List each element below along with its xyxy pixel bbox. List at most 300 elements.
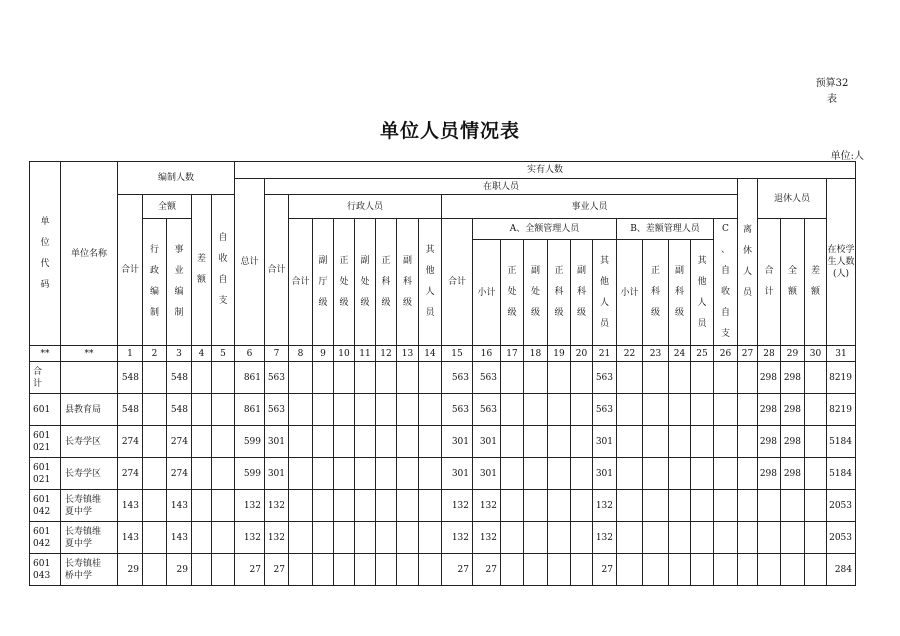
column-index-cell: 5 <box>212 346 235 362</box>
header-lixiu-text: 离 休 人 员 <box>742 225 752 298</box>
header-xz-zhengchu <box>334 219 355 346</box>
value-cell-col-11 <box>355 362 376 394</box>
value-cell-col-7: 301 <box>265 426 289 458</box>
value-cell-col-30 <box>805 458 827 490</box>
value-cell-col-28: 298 <box>758 458 781 490</box>
value-cell-col-4 <box>192 490 212 522</box>
header-a-fuke-text: 副 科 级 <box>576 266 586 318</box>
value-cell-col-5 <box>212 362 235 394</box>
value-cell-col-8 <box>289 522 313 554</box>
value-cell-col-24 <box>669 490 691 522</box>
unit-name-cell: 长寿镇桂 桥中学 <box>61 554 118 586</box>
column-index-cell: 27 <box>738 346 758 362</box>
value-cell-col-19 <box>548 554 571 586</box>
value-cell-col-9 <box>313 458 334 490</box>
value-cell-col-3: 548 <box>167 394 192 426</box>
value-cell-col-30 <box>805 426 827 458</box>
value-cell-col-25 <box>691 362 714 394</box>
value-cell-col-15: 132 <box>442 490 473 522</box>
value-cell-col-20 <box>571 522 593 554</box>
header-tuixiu: 退休人员 <box>758 179 827 219</box>
header-bz-shiye-text: 事 业 编 制 <box>174 245 184 318</box>
value-cell-col-24 <box>669 522 691 554</box>
header-a-zhengchu-text: 正 处 级 <box>507 266 517 318</box>
value-cell-col-31: 8219 <box>827 394 856 426</box>
value-cell-col-26 <box>714 490 738 522</box>
value-cell-col-23 <box>643 362 669 394</box>
value-cell-col-20 <box>571 362 593 394</box>
value-cell-col-15: 132 <box>442 522 473 554</box>
header-shiyou: 实有人数 <box>235 162 856 179</box>
value-cell-col-6: 599 <box>235 426 265 458</box>
value-cell-col-25 <box>691 490 714 522</box>
table-row <box>30 522 856 554</box>
header-xz-zhengchu-text: 正 处 级 <box>339 255 349 308</box>
header-a-fuchu <box>524 240 548 346</box>
value-cell-col-7: 132 <box>265 522 289 554</box>
value-cell-col-10 <box>334 554 355 586</box>
value-cell-col-22 <box>617 458 643 490</box>
value-cell-col-29 <box>781 490 805 522</box>
page-title: 单位人员情况表 <box>379 120 520 142</box>
header-bz-zishou <box>212 195 235 346</box>
value-cell-col-10 <box>334 362 355 394</box>
column-index-cell: 12 <box>376 346 397 362</box>
column-index-cell: 31 <box>827 346 856 362</box>
column-index-cell: 14 <box>419 346 442 362</box>
value-cell-col-18 <box>524 522 548 554</box>
value-cell-col-1: 143 <box>118 522 143 554</box>
header-xz-fuke-text: 副 科 级 <box>402 255 412 308</box>
value-cell-col-16: 132 <box>473 490 501 522</box>
header-unit-code-text: 单 位 代 码 <box>40 216 50 290</box>
value-cell-col-27 <box>738 362 758 394</box>
value-cell-col-30 <box>805 490 827 522</box>
value-cell-col-31: 5184 <box>827 458 856 490</box>
header-a-xiaoji: 小计 <box>473 240 501 346</box>
value-cell-col-2 <box>143 490 167 522</box>
value-cell-col-26 <box>714 522 738 554</box>
header-a-fuchu-text: 副 处 级 <box>530 266 540 318</box>
header-tx-cha-e <box>805 219 827 346</box>
value-cell-col-8 <box>289 458 313 490</box>
column-index-cell: 29 <box>781 346 805 362</box>
value-cell-col-19 <box>548 458 571 490</box>
header-zaizhi: 在职人员 <box>265 179 738 195</box>
value-cell-col-25 <box>691 522 714 554</box>
header-bz-total: 合计 <box>118 195 143 346</box>
value-cell-col-20 <box>571 554 593 586</box>
value-cell-col-14 <box>419 426 442 458</box>
value-cell-col-26 <box>714 394 738 426</box>
value-cell-col-14 <box>419 554 442 586</box>
value-cell-col-8 <box>289 394 313 426</box>
value-cell-col-12 <box>376 522 397 554</box>
value-cell-col-31: 2053 <box>827 522 856 554</box>
value-cell-col-27 <box>738 522 758 554</box>
value-cell-col-7: 563 <box>265 362 289 394</box>
value-cell-col-31: 284 <box>827 554 856 586</box>
value-cell-col-1: 274 <box>118 458 143 490</box>
header-bianzhi: 编制人数 <box>118 162 235 195</box>
value-cell-col-7: 27 <box>265 554 289 586</box>
table-header <box>30 162 856 346</box>
header-xz-fuchu-text: 副 处 级 <box>360 255 370 308</box>
column-index-cell: 15 <box>442 346 473 362</box>
value-cell-col-11 <box>355 458 376 490</box>
header-bz-xingzheng-text: 行 政 编 制 <box>149 245 159 318</box>
header-b-group: B、差额管理人员 <box>617 219 714 240</box>
value-cell-col-13 <box>397 362 419 394</box>
column-index-cell: 24 <box>669 346 691 362</box>
value-cell-col-3: 143 <box>167 490 192 522</box>
unit-code-cell: 601 021 <box>30 458 61 490</box>
value-cell-col-20 <box>571 458 593 490</box>
value-cell-col-11 <box>355 394 376 426</box>
value-cell-col-6: 132 <box>235 490 265 522</box>
header-xz-fuke <box>397 219 419 346</box>
header-unit-name: 单位名称 <box>61 162 118 346</box>
value-cell-col-21: 563 <box>593 394 617 426</box>
value-cell-col-19 <box>548 362 571 394</box>
value-cell-col-13 <box>397 426 419 458</box>
value-cell-col-1: 274 <box>118 426 143 458</box>
value-cell-col-18 <box>524 554 548 586</box>
header-tx-total <box>758 219 781 346</box>
value-cell-col-29: 298 <box>781 394 805 426</box>
value-cell-col-22 <box>617 490 643 522</box>
value-cell-col-13 <box>397 554 419 586</box>
value-cell-col-2 <box>143 394 167 426</box>
header-b-xiaoji: 小计 <box>617 240 643 346</box>
value-cell-col-10 <box>334 490 355 522</box>
table-body <box>30 346 856 586</box>
value-cell-col-26 <box>714 554 738 586</box>
unit-code-cell: 601 042 <box>30 490 61 522</box>
value-cell-col-21: 27 <box>593 554 617 586</box>
value-cell-col-5 <box>212 554 235 586</box>
value-cell-col-15: 27 <box>442 554 473 586</box>
value-cell-col-24 <box>669 394 691 426</box>
value-cell-col-6: 599 <box>235 458 265 490</box>
value-cell-col-27 <box>738 426 758 458</box>
column-index-cell: 26 <box>714 346 738 362</box>
unit-name-cell: 长寿学区 <box>61 426 118 458</box>
value-cell-col-4 <box>192 554 212 586</box>
column-index-cell: 28 <box>758 346 781 362</box>
value-cell-col-1: 548 <box>118 362 143 394</box>
value-cell-col-10 <box>334 522 355 554</box>
table-row <box>30 362 856 394</box>
value-cell-col-22 <box>617 522 643 554</box>
value-cell-col-23 <box>643 522 669 554</box>
column-index-cell: 4 <box>192 346 212 362</box>
column-index-cell: 2 <box>143 346 167 362</box>
value-cell-col-30 <box>805 394 827 426</box>
value-cell-col-23 <box>643 394 669 426</box>
column-index-cell: 17 <box>501 346 524 362</box>
header-xz-zhengke-text: 正 科 级 <box>381 255 391 308</box>
value-cell-col-2 <box>143 426 167 458</box>
value-cell-col-31: 2053 <box>827 490 856 522</box>
column-index-cell: 30 <box>805 346 827 362</box>
header-c-zishou-text: C 、 自 收 自 支 <box>720 224 730 339</box>
value-cell-col-1: 548 <box>118 394 143 426</box>
value-cell-col-15: 563 <box>442 394 473 426</box>
value-cell-col-10 <box>334 426 355 458</box>
unit-code-cell: 601 <box>30 394 61 426</box>
value-cell-col-21: 301 <box>593 458 617 490</box>
value-cell-col-17 <box>501 554 524 586</box>
value-cell-col-7: 563 <box>265 394 289 426</box>
header-tx-total-text: 合 计 <box>764 266 774 297</box>
value-cell-col-24 <box>669 554 691 586</box>
value-cell-col-21: 563 <box>593 362 617 394</box>
value-cell-col-21: 132 <box>593 522 617 554</box>
value-cell-col-29: 298 <box>781 362 805 394</box>
value-cell-col-23 <box>643 554 669 586</box>
value-cell-col-22 <box>617 394 643 426</box>
value-cell-col-15: 301 <box>442 426 473 458</box>
value-cell-col-3: 274 <box>167 426 192 458</box>
column-index-cell: 9 <box>313 346 334 362</box>
value-cell-col-25 <box>691 458 714 490</box>
value-cell-col-1: 29 <box>118 554 143 586</box>
header-zong-ji: 总计 <box>235 179 265 346</box>
value-cell-col-27 <box>738 458 758 490</box>
personnel-table <box>29 161 856 586</box>
column-index-cell: 7 <box>265 346 289 362</box>
header-students-text: 在校学生人数(人) <box>827 245 855 279</box>
column-index-cell: 21 <box>593 346 617 362</box>
value-cell-col-22 <box>617 554 643 586</box>
header-a-qita-text: 其 他 人 员 <box>599 255 609 329</box>
value-cell-col-13 <box>397 490 419 522</box>
value-cell-col-10 <box>334 394 355 426</box>
header-a-zhengchu <box>501 240 524 346</box>
value-cell-col-3: 29 <box>167 554 192 586</box>
header-a-zhengke <box>548 240 571 346</box>
column-index-cell: 11 <box>355 346 376 362</box>
value-cell-col-5 <box>212 522 235 554</box>
header-xz-total: 合计 <box>289 219 313 346</box>
value-cell-col-18 <box>524 362 548 394</box>
value-cell-col-4 <box>192 362 212 394</box>
value-cell-col-14 <box>419 394 442 426</box>
form-number-line-1: 预算32 <box>815 78 849 89</box>
form-number-note <box>802 76 862 108</box>
value-cell-col-29 <box>781 522 805 554</box>
value-cell-col-25 <box>691 554 714 586</box>
unit-name-cell: 县教育局 <box>61 394 118 426</box>
value-cell-col-19 <box>548 490 571 522</box>
header-b-qita-text: 其 他 人 员 <box>697 255 707 329</box>
header-b-qita <box>691 240 714 346</box>
value-cell-col-9 <box>313 394 334 426</box>
value-cell-col-27 <box>738 554 758 586</box>
header-xz-fuchu <box>355 219 376 346</box>
header-sy-total: 合计 <box>442 219 473 346</box>
value-cell-col-5 <box>212 426 235 458</box>
header-a-qita <box>593 240 617 346</box>
value-cell-col-28: 298 <box>758 362 781 394</box>
value-cell-col-14 <box>419 490 442 522</box>
column-index-cell: 19 <box>548 346 571 362</box>
value-cell-col-25 <box>691 394 714 426</box>
column-index-cell: 18 <box>524 346 548 362</box>
table-row <box>30 554 856 586</box>
unit-name-cell: 长寿镇维 夏中学 <box>61 490 118 522</box>
unit-code-cell: 601 043 <box>30 554 61 586</box>
value-cell-col-29: 298 <box>781 426 805 458</box>
value-cell-col-20 <box>571 426 593 458</box>
header-students <box>827 179 856 346</box>
value-cell-col-8 <box>289 426 313 458</box>
value-cell-col-3: 274 <box>167 458 192 490</box>
value-cell-col-14 <box>419 458 442 490</box>
value-cell-col-3: 143 <box>167 522 192 554</box>
column-index-cell: 8 <box>289 346 313 362</box>
value-cell-col-29 <box>781 554 805 586</box>
form-number-line-2: 表 <box>827 94 837 105</box>
value-cell-col-16: 563 <box>473 394 501 426</box>
value-cell-col-7: 132 <box>265 490 289 522</box>
header-bz-shiye <box>167 219 192 346</box>
value-cell-col-17 <box>501 394 524 426</box>
value-cell-col-16: 301 <box>473 458 501 490</box>
header-a-zhengke-text: 正 科 级 <box>554 266 564 318</box>
column-index-cell: 25 <box>691 346 714 362</box>
column-index-row <box>30 346 856 362</box>
unit-name-cell: 长寿镇维 夏中学 <box>61 522 118 554</box>
table-row <box>30 490 856 522</box>
table-row <box>30 458 856 490</box>
value-cell-col-4 <box>192 426 212 458</box>
value-cell-col-9 <box>313 554 334 586</box>
header-unit-code <box>30 162 61 346</box>
header-bz-xingzheng <box>143 219 167 346</box>
value-cell-col-24 <box>669 362 691 394</box>
value-cell-col-2 <box>143 522 167 554</box>
value-cell-col-17 <box>501 362 524 394</box>
unit-code-cell: 601 021 <box>30 426 61 458</box>
header-bz-cha-e <box>192 195 212 346</box>
header-bz-zishou-text: 自 收 自 支 <box>218 233 228 306</box>
value-cell-col-8 <box>289 554 313 586</box>
value-cell-col-11 <box>355 522 376 554</box>
value-cell-col-6: 132 <box>235 522 265 554</box>
value-cell-col-12 <box>376 554 397 586</box>
value-cell-col-17 <box>501 458 524 490</box>
value-cell-col-28 <box>758 522 781 554</box>
value-cell-col-5 <box>212 394 235 426</box>
value-cell-col-16: 301 <box>473 426 501 458</box>
value-cell-col-12 <box>376 458 397 490</box>
header-c-zishou <box>714 219 738 346</box>
header-tx-cha-e-text: 差 额 <box>810 266 820 297</box>
value-cell-col-23 <box>643 490 669 522</box>
value-cell-col-29: 298 <box>781 458 805 490</box>
value-cell-col-31: 8219 <box>827 362 856 394</box>
value-cell-col-9 <box>313 362 334 394</box>
value-cell-col-4 <box>192 458 212 490</box>
value-cell-col-11 <box>355 426 376 458</box>
value-cell-col-9 <box>313 522 334 554</box>
column-index-cell: 16 <box>473 346 501 362</box>
value-cell-col-23 <box>643 426 669 458</box>
value-cell-col-9 <box>313 426 334 458</box>
value-cell-col-8 <box>289 490 313 522</box>
header-xz-futing <box>313 219 334 346</box>
header-lixiu <box>738 179 758 346</box>
value-cell-col-5 <box>212 490 235 522</box>
unit-name-cell <box>61 362 118 394</box>
value-cell-col-8 <box>289 362 313 394</box>
column-index-cell: 23 <box>643 346 669 362</box>
value-cell-col-12 <box>376 394 397 426</box>
value-cell-col-16: 563 <box>473 362 501 394</box>
header-quan-e: 全额 <box>143 195 192 219</box>
value-cell-col-30 <box>805 362 827 394</box>
value-cell-col-18 <box>524 426 548 458</box>
value-cell-col-13 <box>397 522 419 554</box>
header-b-fuke <box>669 240 691 346</box>
value-cell-col-12 <box>376 426 397 458</box>
value-cell-col-18 <box>524 458 548 490</box>
value-cell-col-2 <box>143 554 167 586</box>
value-cell-col-12 <box>376 490 397 522</box>
value-cell-col-20 <box>571 490 593 522</box>
header-tx-quan-e <box>781 219 805 346</box>
value-cell-col-5 <box>212 458 235 490</box>
value-cell-col-6: 861 <box>235 394 265 426</box>
value-cell-col-2 <box>143 458 167 490</box>
header-xz-qita-text: 其 他 人 员 <box>425 245 435 318</box>
column-index-cell: 13 <box>397 346 419 362</box>
column-index-cell: 22 <box>617 346 643 362</box>
value-cell-col-31: 5184 <box>827 426 856 458</box>
header-b-zhengke <box>643 240 669 346</box>
value-cell-col-17 <box>501 522 524 554</box>
unit-code-cell: 601 042 <box>30 522 61 554</box>
value-cell-col-17 <box>501 490 524 522</box>
header-b-zhengke-text: 正 科 级 <box>650 266 660 318</box>
header-b-fuke-text: 副 科 级 <box>674 266 684 318</box>
value-cell-col-23 <box>643 458 669 490</box>
value-cell-col-13 <box>397 394 419 426</box>
value-cell-col-19 <box>548 522 571 554</box>
value-cell-col-2 <box>143 362 167 394</box>
value-cell-col-30 <box>805 554 827 586</box>
header-xz-zhengke <box>376 219 397 346</box>
value-cell-col-20 <box>571 394 593 426</box>
value-cell-col-15: 563 <box>442 362 473 394</box>
value-cell-col-10 <box>334 458 355 490</box>
value-cell-col-28: 298 <box>758 394 781 426</box>
table-row <box>30 394 856 426</box>
column-index-cell: 1 <box>118 346 143 362</box>
value-cell-col-26 <box>714 426 738 458</box>
column-index-cell: ** <box>61 346 118 362</box>
value-cell-col-26 <box>714 362 738 394</box>
header-xz-futing-text: 副 厅 级 <box>318 255 328 308</box>
value-cell-col-17 <box>501 426 524 458</box>
unit-code-cell: 合 计 <box>30 362 61 394</box>
value-cell-col-19 <box>548 426 571 458</box>
value-cell-col-24 <box>669 426 691 458</box>
value-cell-col-21: 132 <box>593 490 617 522</box>
value-cell-col-22 <box>617 362 643 394</box>
